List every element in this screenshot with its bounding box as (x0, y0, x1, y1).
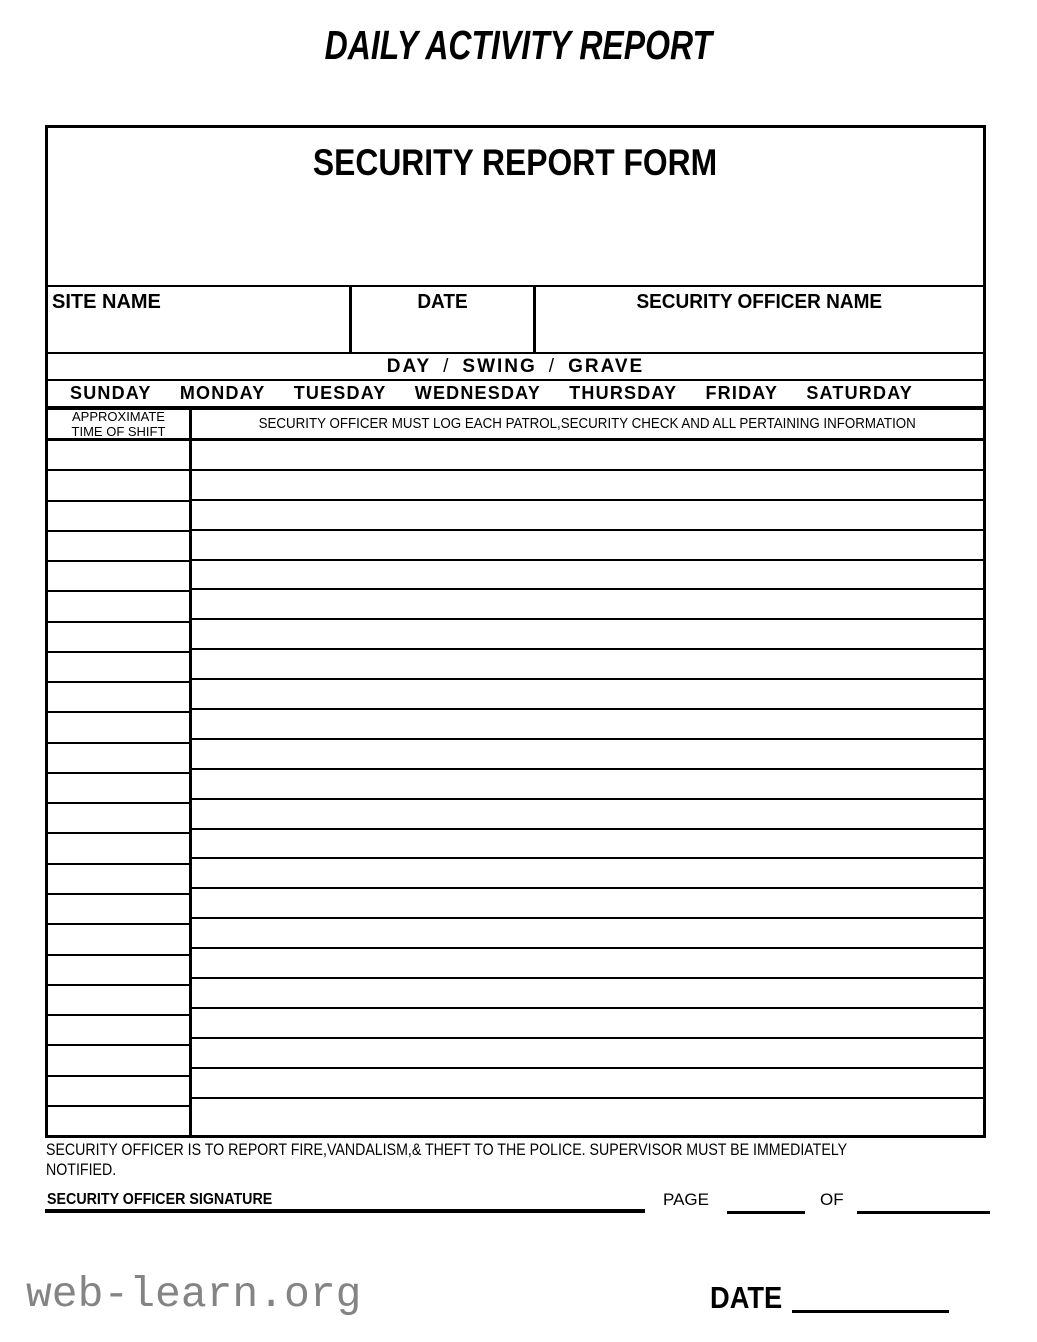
log-entry-cell[interactable] (192, 830, 983, 860)
time-of-shift-cell[interactable] (48, 774, 189, 804)
police-notice-line1: SECURITY OFFICER IS TO REPORT FIRE,VANDALISM,& THEFT TO THE POLICE. SUPERVISOR MUST BE IMMEDIATELY (46, 1141, 848, 1159)
time-of-shift-cell[interactable] (48, 744, 189, 774)
shift-separator: / (548, 355, 557, 377)
log-entry-cell[interactable] (192, 471, 983, 501)
time-of-shift-cell[interactable] (48, 1016, 189, 1046)
log-table-header (48, 406, 983, 438)
log-entry-cell[interactable] (192, 680, 983, 710)
officer-name-label: SECURITY OFFICER NAME (636, 291, 883, 313)
page-title-text: DAILY ACTIVITY REPORT (324, 22, 713, 68)
day-label-sunday[interactable]: SUNDAY (70, 383, 152, 403)
site-name-cell[interactable] (48, 287, 352, 352)
date-label: DATE (417, 291, 468, 313)
footer-date-label (710, 1280, 792, 1316)
page-number-input-line[interactable] (727, 1211, 805, 1214)
log-entry-cell[interactable] (192, 441, 983, 471)
time-of-shift-cell[interactable] (48, 532, 189, 562)
time-of-shift-cell[interactable] (48, 834, 189, 864)
time-header-line2: TIME OF SHIFT (71, 424, 166, 439)
log-instruction-header (192, 410, 983, 438)
time-of-shift-cell[interactable] (48, 956, 189, 986)
time-of-shift-cell[interactable] (48, 562, 189, 592)
log-entry-cell[interactable] (192, 770, 983, 800)
day-label-friday[interactable]: FRIDAY (705, 383, 779, 403)
time-of-shift-cell[interactable] (48, 471, 189, 501)
time-of-shift-cell[interactable] (48, 1046, 189, 1076)
log-entry-cell[interactable] (192, 919, 983, 949)
brand-watermark: web-learn.org (26, 1270, 362, 1319)
log-entry-cell[interactable] (192, 979, 983, 1009)
days-of-week-row (48, 379, 983, 406)
site-name-label: SITE NAME (52, 291, 161, 313)
time-of-shift-cell[interactable] (48, 804, 189, 834)
police-notice (46, 1140, 978, 1180)
officer-name-cell[interactable] (536, 287, 983, 352)
form-title (48, 142, 983, 184)
log-entry-cell[interactable] (192, 501, 983, 531)
page-total-input-line[interactable] (857, 1211, 990, 1214)
time-of-shift-cell[interactable] (48, 1077, 189, 1107)
log-instruction-text: SECURITY OFFICER MUST LOG EACH PATROL,SECURITY CHECK AND ALL PERTAINING INFORMATION (258, 416, 917, 432)
log-entry-cell[interactable] (192, 889, 983, 919)
time-of-shift-cell[interactable] (48, 1107, 189, 1135)
log-table-body (48, 438, 983, 1135)
log-entry-cell[interactable] (192, 800, 983, 830)
info-row (48, 285, 983, 352)
time-of-shift-cell[interactable] (48, 865, 189, 895)
time-of-shift-cell[interactable] (48, 441, 189, 471)
log-entry-cell[interactable] (192, 650, 983, 680)
log-entry-cell[interactable] (192, 1009, 983, 1039)
shift-separator: / (443, 355, 451, 377)
log-column (192, 441, 983, 1135)
page-label: PAGE (663, 1190, 709, 1209)
time-of-shift-cell[interactable] (48, 986, 189, 1016)
time-of-shift-cell[interactable] (48, 895, 189, 925)
signature-input-line[interactable] (45, 1209, 645, 1213)
time-header-line1: APPROXIMATE (72, 409, 165, 424)
security-report-form (45, 125, 986, 1138)
day-label-tuesday[interactable]: TUESDAY (293, 383, 387, 403)
time-of-shift-cell[interactable] (48, 502, 189, 532)
log-entry-cell[interactable] (192, 1069, 983, 1099)
log-entry-cell[interactable] (192, 561, 983, 591)
log-entry-cell[interactable] (192, 710, 983, 740)
time-of-shift-cell[interactable] (48, 683, 189, 713)
signature-label (47, 1191, 292, 1209)
shift-type-row (48, 352, 983, 379)
log-entry-cell[interactable] (192, 740, 983, 770)
time-of-shift-cell[interactable] (48, 592, 189, 622)
page-title (0, 22, 1037, 69)
footer-date-field (710, 1280, 949, 1316)
time-of-shift-cell[interactable] (48, 925, 189, 955)
shift-option-swing[interactable]: SWING (462, 355, 537, 377)
time-of-shift-cell[interactable] (48, 623, 189, 653)
log-entry-cell[interactable] (192, 590, 983, 620)
police-notice-line2: NOTIFIED. (46, 1161, 117, 1179)
date-cell[interactable] (352, 287, 536, 352)
time-of-shift-cell[interactable] (48, 653, 189, 683)
day-label-thursday[interactable]: THURSDAY (569, 383, 678, 403)
signature-label-text: SECURITY OFFICER SIGNATURE (47, 1191, 273, 1208)
footer-date-input-line[interactable] (792, 1310, 949, 1313)
day-label-wednesday[interactable]: WEDNESDAY (414, 383, 541, 403)
time-of-shift-header (48, 410, 192, 438)
log-entry-cell[interactable] (192, 531, 983, 561)
time-column (48, 441, 192, 1135)
log-entry-cell[interactable] (192, 949, 983, 979)
time-of-shift-cell[interactable] (48, 713, 189, 743)
log-entry-cell[interactable] (192, 1099, 983, 1135)
of-label: OF (820, 1190, 844, 1209)
day-label-monday[interactable]: MONDAY (179, 383, 266, 403)
log-entry-cell[interactable] (192, 859, 983, 889)
form-title-text: SECURITY REPORT FORM (313, 142, 718, 183)
day-label-saturday[interactable]: SATURDAY (806, 383, 913, 403)
shift-option-grave[interactable]: GRAVE (568, 355, 645, 377)
log-entry-cell[interactable] (192, 1039, 983, 1069)
footer-date-label-text: DATE (710, 1280, 783, 1315)
log-entry-cell[interactable] (192, 620, 983, 650)
shift-option-day[interactable]: DAY (386, 355, 432, 377)
